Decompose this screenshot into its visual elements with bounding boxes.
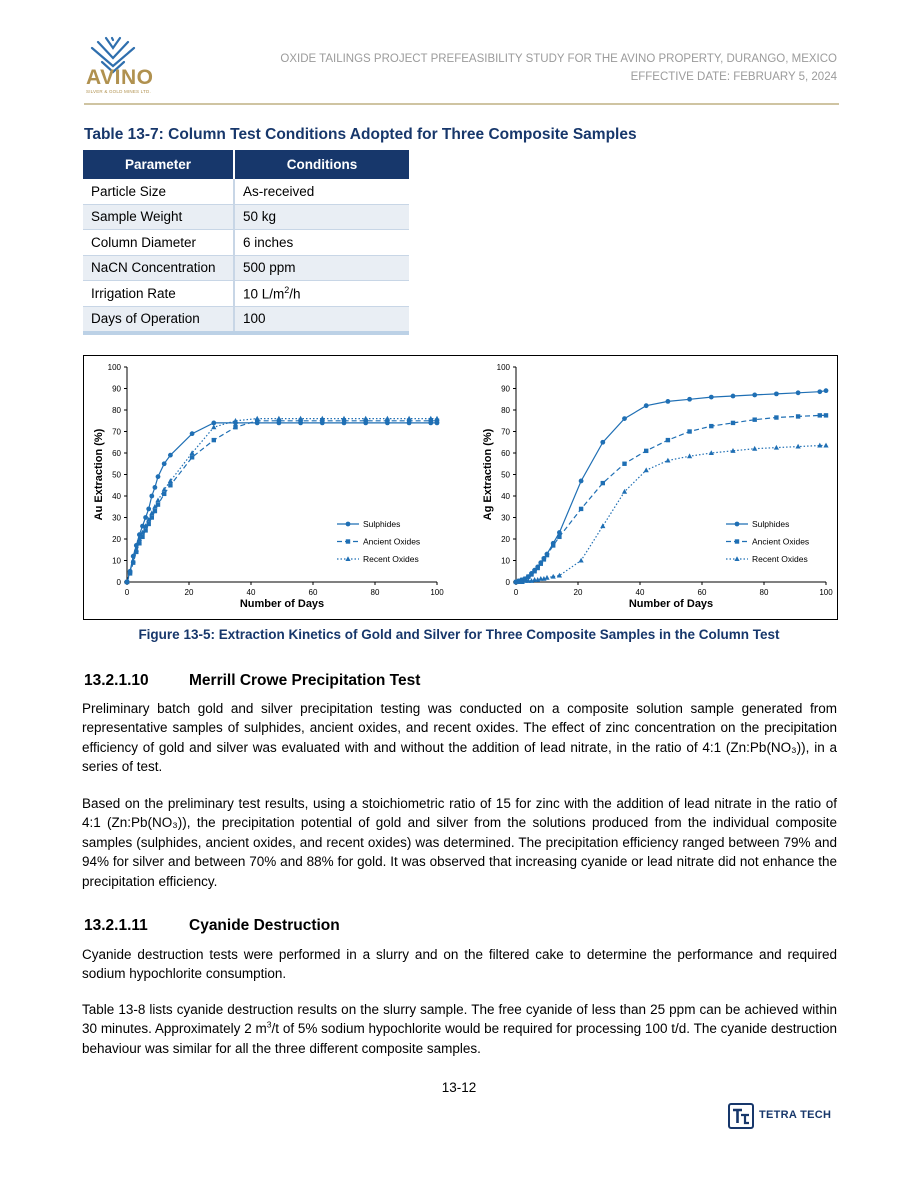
y-tick-label: 50 [112,470,121,480]
x-tick-label: 100 [430,588,444,597]
legend-label: Recent Oxides [363,554,419,564]
data-point [146,507,151,512]
y-tick-label: 30 [112,513,121,523]
section-number: 13.2.1.10 [84,672,149,689]
data-point [579,479,584,484]
table-cell-condition [234,281,409,307]
legend-marker [345,556,350,561]
data-point [190,455,194,459]
data-point [752,446,757,451]
table-row [83,306,409,333]
section-number: 13.2.1.11 [84,917,148,934]
table-row [83,281,409,307]
column-header-parameter: Parameter [83,150,234,179]
data-point [823,443,828,448]
y-axis-title: Ag Extraction (%) [482,428,494,521]
data-point [687,453,692,458]
table-cell-condition: 100 [234,306,409,333]
data-point [143,515,148,520]
data-point [434,416,439,421]
data-point [824,388,829,393]
data-point [796,414,800,418]
extraction-charts [83,355,838,620]
conditions-table [83,150,409,335]
table-cell-condition: As-received [234,179,409,204]
legend-label: Sulphides [363,519,401,529]
x-tick-label: 0 [124,588,130,597]
data-point [687,429,691,433]
data-point [774,415,778,419]
data-point [622,416,627,421]
data-point [190,450,195,455]
data-point [143,528,147,532]
data-point [774,445,779,450]
table-cell-condition: 500 ppm [234,255,409,281]
data-point [544,575,549,580]
data-point [644,449,648,453]
company-name: TETRA TECH [759,1109,832,1121]
y-tick-label: 100 [107,363,121,372]
paragraph: Cyanide destruction tests were performed in a slurry and on the filtered cake to determine the performance and required sodium hypochlorite consumption. [82,947,837,982]
data-point [276,416,281,421]
page-number: 13-12 [441,1080,477,1095]
data-point [557,535,561,539]
superscript: 3 [266,1019,272,1030]
section-title: Cyanide Destruction [189,917,340,934]
y-tick-label: 90 [112,384,121,394]
header-date: EFFECTIVE DATE: FEBRUARY 5, 2024 [630,71,837,83]
data-point [752,393,757,398]
header-title: OXIDE TAILINGS PROJECT PREFEASIBILITY STUDY FOR THE AVINO PROPERTY, DURANGO, MEXICO [280,53,837,65]
y-tick-label: 100 [496,363,510,372]
data-point [579,507,583,511]
y-tick-label: 10 [112,556,121,566]
legend-marker [346,522,351,527]
data-point [551,543,555,547]
data-point [233,425,237,429]
column-header-conditions: Conditions [234,150,409,179]
data-point [536,566,540,570]
data-point [363,416,368,421]
y-tick-label: 20 [501,535,510,544]
x-tick-label: 60 [697,588,707,597]
paragraph-text: Table 13-8 lists cyanide destruction results on the slurry sample. The free cyanide of less than 25 ppm can be achieved within 30 minutes. Approximately 2 m [82,1002,837,1037]
table-row [83,255,409,281]
legend-label: Ancient Oxides [752,536,810,547]
y-tick-label: 80 [501,406,510,415]
paragraph: Preliminary batch gold and silver precipitation testing was conducted on a composite solution sample generated from representative samples of sulphides, ancient oxides, and recent oxides. The effect of zinc concentration on the precipitation efficiency of gold and silver was evaluated with and without the addition of lead nitrate, in the ratio of 4:1 (Zn:Pb(NO₃)), in a series of test. [82,701,837,775]
section-title: Merrill Crowe Precipitation Test [189,672,421,689]
data-point [579,558,584,563]
data-point [774,391,779,396]
section-heading [84,917,340,935]
x-tick-label: 0 [513,588,519,597]
table-title: Table 13-7: Column Test Conditions Adopted for Three Composite Samples [84,126,637,143]
y-axis-title: Au Extraction (%) [93,428,105,521]
data-point [753,417,757,421]
y-tick-label: 0 [116,578,121,587]
legend-marker [735,539,739,543]
data-point [557,573,562,578]
data-point [168,483,172,487]
data-point [817,389,822,394]
legend-marker [734,556,739,561]
data-point [155,498,160,503]
table-cell-parameter: NaCN Concentration [83,255,234,281]
y-tick-label: 40 [112,492,121,501]
data-point [601,481,605,485]
irrigation-rate-unit: /h [289,286,301,302]
data-point [407,416,412,421]
table-cell-parameter: Sample Weight [83,204,234,230]
data-point [644,403,649,408]
data-point [162,461,167,466]
x-tick-label: 60 [308,588,318,597]
y-tick-label: 70 [501,427,510,437]
table-cell-parameter: Column Diameter [83,230,234,256]
table-cell-condition: 50 kg [234,204,409,230]
data-point [600,440,605,445]
data-point [539,562,543,566]
table-cell-parameter: Particle Size [83,179,234,204]
data-point [156,474,161,479]
tetra-tech-logo-icon [728,1103,754,1129]
y-tick-label: 10 [501,556,510,566]
x-tick-label: 40 [635,588,645,597]
data-point [168,453,173,458]
data-point [162,492,166,496]
data-point [212,438,216,442]
x-tick-label: 20 [184,588,194,597]
data-point [190,431,195,436]
data-point [731,394,736,399]
data-point [709,424,713,428]
data-point [687,397,692,402]
paragraph: Based on the preliminary test results, using a stoichiometric ratio of 15 for zinc with the addition of lead nitrate in the ratio of 4:1 (Zn:Pb(NO₃)), the precipitation potential of gold and silver from the solutions produced from the individual composite samples (sulphides, ancient oxides, and recent oxides) was determined. The precipitation efficiency ranged between 79% and 94% for silver and between 70% and 88% for gold. It was observed that increasing cyanide or lead nitrate did not enhance the precipitation efficiency. [82,796,837,889]
logo-wordmark: AVINO [86,66,154,89]
y-tick-label: 0 [505,578,510,587]
table-row [83,179,409,204]
data-point [666,399,671,404]
table-header-row [83,150,409,179]
data-point [600,523,605,528]
data-point [818,413,822,417]
x-tick-label: 80 [370,588,380,597]
table-row [83,204,409,230]
data-point [644,467,649,472]
data-point [153,485,158,490]
x-axis-title: Number of Days [628,598,714,610]
table-row [83,230,409,256]
y-tick-label: 70 [112,427,121,437]
superscript: 2 [284,285,290,295]
x-tick-label: 80 [759,588,769,597]
data-point [666,438,670,442]
x-axis-title: Number of Days [239,598,325,610]
y-tick-label: 60 [112,449,121,458]
data-point [622,462,626,466]
data-point [140,535,144,539]
y-tick-label: 90 [501,384,510,394]
table-cell-condition: 6 inches [234,230,409,256]
data-point [542,557,546,561]
y-tick-label: 20 [112,535,121,544]
data-point [149,494,154,499]
data-point [211,424,216,429]
x-tick-label: 20 [573,588,583,597]
legend-marker [735,522,740,527]
paragraph-text: /t of 5% sodium hypochlorite would be required for processing 100 t/d. The cyanide destruction behaviour was similar for all the three different composite samples. [82,1021,837,1056]
paragraph [82,1000,837,1058]
data-point [298,416,303,421]
y-tick-label: 30 [501,513,510,523]
data-point [731,421,735,425]
y-tick-label: 60 [501,449,510,458]
x-tick-label: 100 [819,588,833,597]
data-point [796,390,801,395]
legend-label: Ancient Oxides [363,536,421,547]
data-point [796,444,801,449]
data-point [545,553,549,557]
legend-marker [346,539,350,543]
data-point [665,458,670,463]
y-tick-label: 80 [112,406,121,415]
figure-caption: Figure 13-5: Extraction Kinetics of Gold and Silver for Three Composite Samples in the Column Test [138,627,780,642]
y-tick-label: 40 [501,492,510,501]
irrigation-rate-value: 10 L/m [243,286,285,302]
section-heading [84,672,420,690]
data-point [824,413,828,417]
y-tick-label: 50 [501,470,510,480]
header-divider [84,103,839,105]
logo-subtext: SILVER & GOLD MINES LTD. [86,89,151,94]
legend-label: Sulphides [752,519,790,529]
data-point [385,416,390,421]
data-point [709,395,714,400]
table-cell-parameter: Irrigation Rate [83,281,234,307]
data-point [255,416,260,421]
table-cell-parameter: Days of Operation [83,306,234,333]
legend-label: Recent Oxides [752,554,808,564]
x-tick-label: 40 [246,588,256,597]
